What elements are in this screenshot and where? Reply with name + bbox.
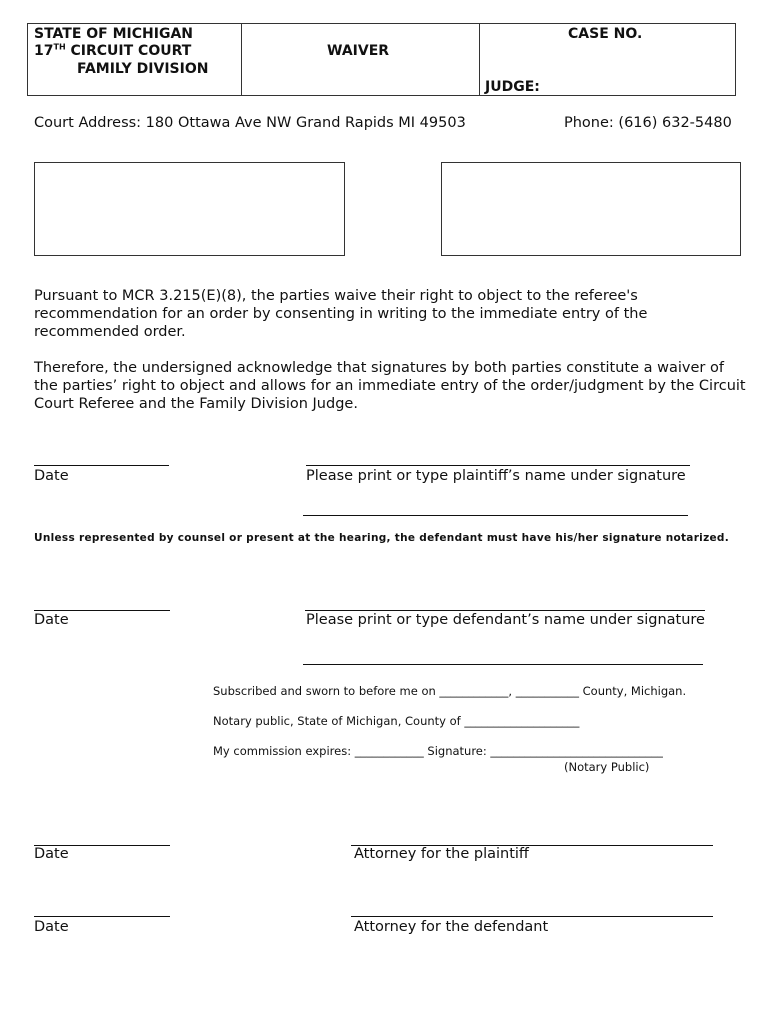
court-circuit-suffix: TH — [53, 42, 66, 52]
attorney-defendant-signature-line[interactable] — [351, 916, 713, 917]
court-phone: Phone: (616) 632-5480 — [564, 115, 732, 131]
case-no-label: CASE NO. — [568, 26, 643, 42]
header-table — [27, 23, 736, 96]
attorney-defendant-date-line[interactable] — [34, 916, 170, 917]
attorney-plaintiff-label: Attorney for the plaintiff — [354, 846, 529, 862]
court-circuit-text: CIRCUIT COURT — [65, 43, 192, 59]
form-title: WAIVER — [327, 43, 390, 59]
notary-county-line: Notary public, State of Michigan, County of ____________________ — [213, 714, 580, 728]
court-name-cell — [28, 24, 242, 95]
notarize-notice: Unless represented by counsel or present at the hearing, the defendant must have his/her signature notarized. — [34, 532, 730, 544]
court-circuit — [34, 43, 191, 60]
case-info-cell — [479, 24, 735, 95]
plaintiff-signature-line[interactable] — [306, 465, 690, 466]
court-circuit-number: 17 — [34, 43, 54, 59]
waiver-paragraph-1: Pursuant to MCR 3.215(E)(8), the parties waive their right to object to the referee's recommendation for an order by consenting in writing to the immediate entry of the recommended order. — [34, 288, 648, 340]
court-state: STATE OF MICHIGAN — [34, 26, 194, 42]
plaintiff-date-line[interactable] — [34, 465, 169, 466]
notary-subscribed-line: Subscribed and sworn to before me on ____________, ___________ County, Michigan. — [213, 684, 687, 698]
defendant-date-label: Date — [34, 612, 69, 628]
notary-commission-line: My commission expires: ____________ Signature: ______________________________ — [213, 744, 663, 758]
court-division: FAMILY DIVISION — [77, 61, 209, 77]
notary-public-label: (Notary Public) — [564, 760, 650, 774]
defendant-signature-line[interactable] — [305, 610, 705, 611]
plaintiff-printed-name-line[interactable] — [303, 515, 688, 516]
form-title-cell — [241, 24, 480, 95]
court-address: Court Address: 180 Ottawa Ave NW Grand Rapids MI 49503 — [34, 115, 466, 131]
plaintiff-name-label: Please print or type plaintiff’s name under signature — [306, 468, 686, 484]
waiver-paragraph-2: Therefore, the undersigned acknowledge that signatures by both parties constitute a waiver of the parties’ right to object and allows for an immediate entry of the order/judgment by the Circuit Court Referee and the Family Division Judge. — [34, 360, 746, 412]
attorney-defendant-date-label: Date — [34, 919, 69, 935]
defendant-info-box[interactable] — [441, 162, 741, 256]
plaintiff-info-box[interactable] — [34, 162, 345, 256]
defendant-date-line[interactable] — [34, 610, 170, 611]
plaintiff-date-label: Date — [34, 468, 69, 484]
defendant-name-label: Please print or type defendant’s name under signature — [306, 612, 705, 628]
attorney-defendant-label: Attorney for the defendant — [354, 919, 549, 935]
attorney-plaintiff-date-label: Date — [34, 846, 69, 862]
defendant-printed-name-line[interactable] — [303, 664, 703, 665]
judge-label: JUDGE: — [485, 79, 540, 95]
